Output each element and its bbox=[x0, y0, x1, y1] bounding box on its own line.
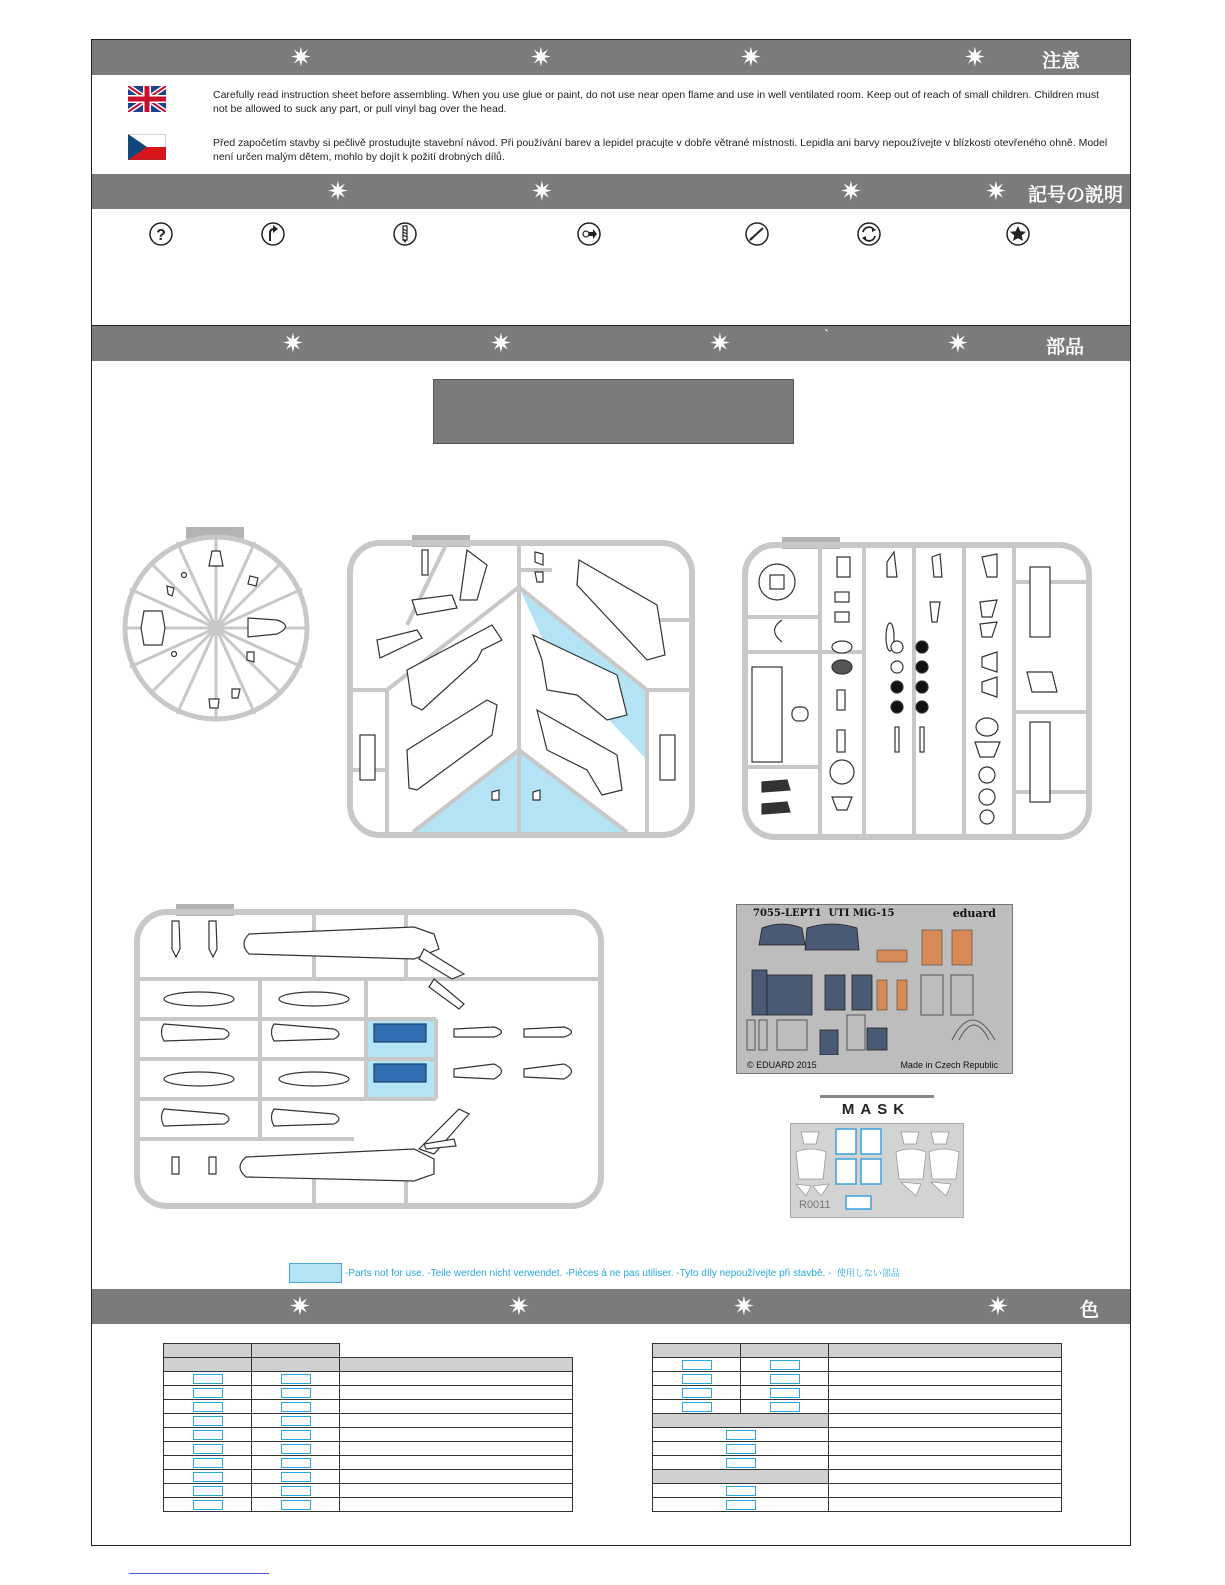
photoetch-copyright: © EDUARD 2015 bbox=[747, 1060, 817, 1070]
kit-title-box bbox=[433, 379, 794, 444]
star-icon: ✷ bbox=[490, 328, 512, 358]
symbols-header-band bbox=[92, 174, 1130, 209]
star-icon: ✷ bbox=[290, 42, 312, 72]
czech-safety-note: Před započetím stavby si pečlivě prostudujte stavební návod. Při používání barev a lepidel pracujte v dobře větrané místnosti. Lepidla ani barvy nepoužívejte v blízkosti otevřeného ohně. Model není určen malým dětem, mohlo by dojít k požití drobných dílů. bbox=[213, 137, 1108, 163]
notes-header-band bbox=[92, 40, 1130, 75]
paint-row bbox=[653, 1400, 1062, 1414]
paint-row bbox=[653, 1386, 1062, 1400]
colours-jp-label: 色 bbox=[1080, 1299, 1100, 1321]
photoetch-code: 7055-LEPT1 UTI MiG-15 bbox=[753, 908, 895, 919]
star-icon: ✷ bbox=[282, 328, 304, 358]
paint-row bbox=[164, 1442, 573, 1456]
english-safety-note: Carefully read instruction sheet before assembling. When you use glue or paint, do not use near open flame and use in well ventilated room. Keep out of reach of small children. Children must not be allowed to suck any part, or pull vinyl bag over the head. bbox=[213, 89, 1099, 115]
paint-row bbox=[653, 1456, 1062, 1470]
drill-icon bbox=[393, 222, 417, 246]
star-icon: ✷ bbox=[709, 328, 731, 358]
question-icon bbox=[149, 222, 173, 246]
cockpit-sprue bbox=[742, 542, 1092, 842]
svg-text:?: ? bbox=[156, 227, 166, 244]
photoetch-fret bbox=[736, 904, 1013, 1074]
paint-row bbox=[653, 1372, 1062, 1386]
paint-row bbox=[653, 1498, 1062, 1512]
divider bbox=[820, 1095, 934, 1098]
bend-icon bbox=[261, 222, 285, 246]
footer-link-underline[interactable] bbox=[129, 1573, 269, 1574]
symmetric-assembly-icon bbox=[857, 222, 881, 246]
wing-sprue bbox=[347, 540, 695, 840]
czech-flag-icon bbox=[128, 134, 166, 160]
star-icon: ✷ bbox=[289, 1291, 311, 1321]
star-icon: ✷ bbox=[947, 328, 969, 358]
fuselage-sprue bbox=[134, 909, 604, 1209]
open-hole-icon bbox=[577, 222, 601, 246]
unused-part-swatch bbox=[289, 1263, 342, 1283]
parts-header-band bbox=[92, 326, 1130, 361]
paint-row bbox=[164, 1372, 573, 1386]
paint-row bbox=[164, 1498, 573, 1512]
paint-table-right bbox=[652, 1343, 1062, 1512]
star-icon: ✷ bbox=[327, 176, 349, 206]
mask-code: R0011 bbox=[799, 1199, 831, 1211]
paint-table-left bbox=[163, 1343, 573, 1512]
notes-jp-label: 注意 bbox=[1042, 50, 1081, 72]
clear-sprue bbox=[122, 534, 310, 722]
star-icon: ✷ bbox=[987, 1291, 1009, 1321]
paint-row bbox=[653, 1442, 1062, 1456]
paint-row bbox=[164, 1400, 573, 1414]
paint-row bbox=[164, 1428, 573, 1442]
paint-row bbox=[164, 1484, 573, 1498]
photoetch-brand: eduard bbox=[952, 907, 996, 920]
paint-row bbox=[164, 1386, 573, 1400]
canopy-mask-sheet bbox=[790, 1123, 964, 1218]
star-icon: ✷ bbox=[964, 42, 986, 72]
star-icon: ✷ bbox=[531, 176, 553, 206]
photoetch-origin: Made in Czech Republic bbox=[900, 1060, 998, 1070]
parts-jp-label: 部品 bbox=[1046, 336, 1085, 358]
uk-flag-icon bbox=[128, 86, 166, 112]
paint-row bbox=[653, 1484, 1062, 1498]
paint-row bbox=[164, 1414, 573, 1428]
star-icon: ✷ bbox=[740, 42, 762, 72]
mask-label: MASK bbox=[841, 1101, 911, 1118]
star-icon: ✷ bbox=[840, 176, 862, 206]
symbols-jp-label: 記号の説明 bbox=[1028, 184, 1124, 206]
remove-icon bbox=[745, 222, 769, 246]
unused-parts-legend: -Parts not for use. -Teile werden nicht verwendet. -Pièces à ne pas utiliser. -Tyto díly nepoužívejte při stavbě. - 使用しない部品 bbox=[345, 1268, 900, 1279]
paint-row bbox=[164, 1470, 573, 1484]
paint-row bbox=[653, 1428, 1062, 1442]
star-icon: ✷ bbox=[733, 1291, 755, 1321]
stray-mark: ` bbox=[824, 328, 830, 342]
star-icon: ✷ bbox=[508, 1291, 530, 1321]
photoetch-parts bbox=[737, 920, 1011, 1055]
colours-header-band bbox=[92, 1289, 1130, 1324]
star-icon: ✷ bbox=[530, 42, 552, 72]
star-icon: ✷ bbox=[985, 176, 1007, 206]
paint-row bbox=[653, 1358, 1062, 1372]
paint-row bbox=[164, 1456, 573, 1470]
apply-decal-icon bbox=[1006, 222, 1030, 246]
